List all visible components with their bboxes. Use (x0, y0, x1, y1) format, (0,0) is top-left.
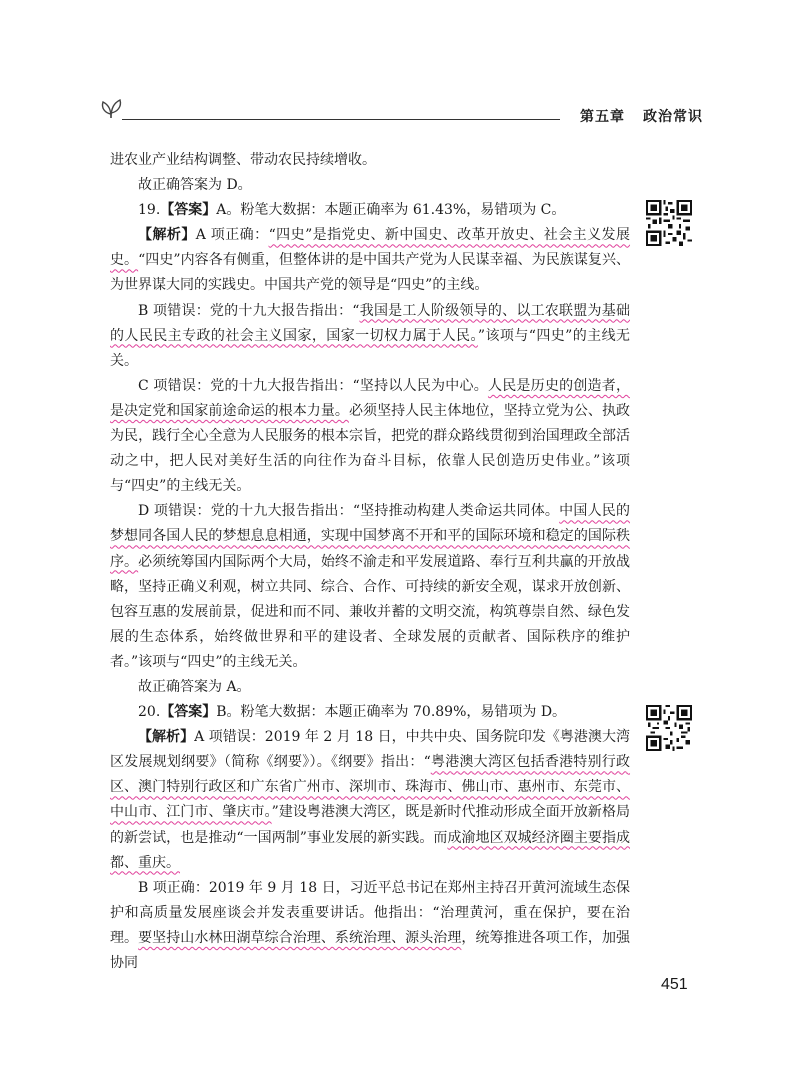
qr-code-icon[interactable] (646, 200, 692, 246)
text: ”建设粤港澳大湾区，既是新时代推动形成全面开放新格局的新尝试，也是推动“一国两制”事业发展的新实践。而 (110, 804, 631, 846)
option-b-analysis (110, 876, 630, 976)
leaf-icon (98, 96, 124, 120)
answer-label: 【答案】 (160, 704, 217, 721)
chapter-title: 政治常识 (643, 109, 703, 125)
option-c-analysis (110, 374, 630, 499)
question-19-analysis (110, 223, 630, 298)
page-number: 451 (661, 976, 688, 993)
highlighted-text: 成渝地区双城经济圈主要指成都、重庆。 (110, 829, 630, 871)
highlighted-text: 要坚持山水林田湖草综合治理、系统治理、源头治理 (138, 929, 462, 946)
option-b-analysis (110, 299, 630, 374)
text: B。粉笔大数据：本题正确率为 70.89%，易错项为 D。 (216, 704, 567, 721)
text: A 项错误：2019 年 2 月 18 日，中共中央、国务院印发《粤港澳大湾区发展规划纲要》（简称《纲要》）。《纲要》指出：“ (110, 729, 630, 771)
text: “四史”内容各有侧重，但整体讲的是中国共产党为人民谋幸福、为民族谋复兴、为世界谋大同的实践史。中国共产党的领导是“四史”的主线。 (110, 252, 631, 294)
question-19-answer (110, 198, 630, 223)
highlighted-text: “四史”是指党史、新中国史、改革开放史、社会主义发展史。 (110, 227, 631, 269)
qr-code-icon[interactable] (646, 705, 692, 751)
highlighted-text: 中国人民的梦想同各国人民的梦想息息相通，实现中国梦离不开和平的国际环境和稳定的国际秩序。 (110, 503, 630, 570)
question-20-analysis (110, 725, 630, 876)
text: D 项错误：党的十九大报告指出：“坚持推动构建人类命运共同体。 (138, 503, 560, 520)
text: A。粉笔大数据：本题正确率为 61.43%，易错项为 C。 (216, 202, 566, 219)
text: A 项正确： (195, 227, 269, 244)
text: ”该项与“四史”的主线无关。 (110, 327, 630, 369)
answer-label: 【答案】 (160, 202, 217, 219)
text: 进农业产业结构调整、带动农民持续增收。 (110, 152, 376, 168)
answer-explanations (110, 148, 630, 976)
conclusion (110, 173, 630, 198)
question-number: 19. (138, 202, 161, 219)
question-20-answer (110, 700, 630, 725)
text: 必须坚持人民主体地位，坚持立党为公、执政为民，践行全心全意为人民服务的根本宗旨，把党的群众路线贯彻到治国理政全部活动之中，把人民对美好生活的向往作为奋斗目标，依靠人民创造历史伟业。”该项与“四史”的主线无关。 (110, 402, 631, 495)
text: 故正确答案为 A。 (138, 678, 251, 695)
text: 必须统筹国内国际两个大局，始终不渝走和平发展道路、奉行互利共赢的开放战略，坚持正确义利观，树立共同、综合、合作、可持续的新安全观，谋求开放创新、包容互惠的发展前景，促进和而不同、兼收并蓄的文明交流，构筑尊崇自然、绿色发展的生态体系，始终做世界和平的建设者、全球发展的贡献者、国际秩序的维护者。”该项与“四史”的主线无关。 (110, 553, 631, 670)
text: C 项错误：党的十九大报告指出：“坚持以人民为中心。 (138, 377, 488, 394)
page-header (0, 0, 800, 140)
text: B 项错误：党的十九大报告指出：“ (138, 302, 360, 319)
header-rule (122, 119, 560, 120)
text: ，统筹推进各项工作，加强协同 (110, 929, 631, 971)
highlighted-text: 我国是工人阶级领导的、以工农联盟为基础的人民民主专政的社会主义国家，国家一切权力属于人民。 (110, 302, 630, 344)
option-d-analysis (110, 499, 630, 675)
conclusion (110, 675, 630, 700)
chapter-label: 第五章 (580, 109, 625, 125)
paragraph (110, 148, 630, 173)
analysis-label: 【解析】 (138, 729, 195, 746)
chapter-heading (580, 106, 703, 126)
text: B 项正确：2019 年 9 月 18 日，习近平总书记在郑州主持召开黄河流域生态保护和高质量发展座谈会并发表重要讲话。他指出：“治理黄河，重在保护，要在治理。 (110, 879, 630, 946)
text: 故正确答案为 D。 (138, 177, 252, 194)
question-number: 20. (138, 704, 161, 721)
highlighted-text: 人民是历史的创造者，是决定党和国家前途命运的根本力量。 (110, 377, 630, 419)
highlighted-text: 粤港澳大湾区包括香港特别行政区、澳门特别行政区和广东省广州市、深圳市、珠海市、佛山市、惠州市、东莞市、中山市、江门市、肇庆市。 (110, 754, 631, 821)
analysis-label: 【解析】 (138, 227, 196, 244)
